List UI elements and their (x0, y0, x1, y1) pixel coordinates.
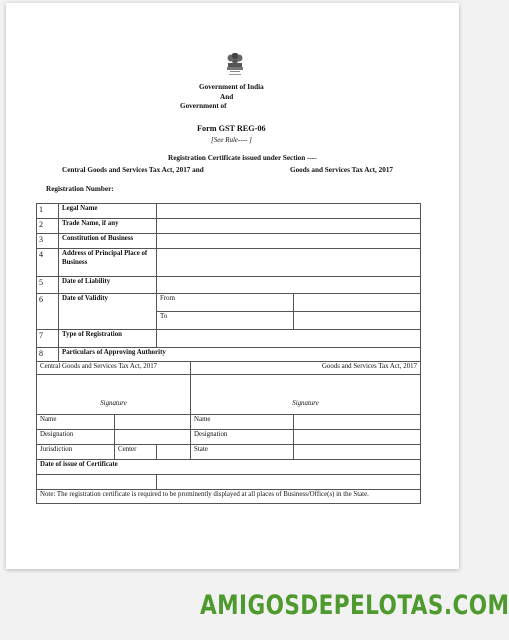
national-emblem-icon (224, 51, 246, 81)
central-designation-label: Designation (37, 430, 115, 445)
validity-from-value (294, 294, 421, 312)
value-address (157, 249, 421, 277)
header-govt-state: Government of (180, 102, 227, 110)
state-label: State (191, 445, 294, 460)
header-govt-india: Government of India (199, 83, 264, 91)
table-row (37, 219, 421, 234)
state-act-heading: Goods and Services Tax Act, 2017 (191, 362, 421, 375)
row-number: 6 (37, 294, 59, 330)
table-row (37, 249, 421, 277)
row-label-address: Address of Principal Place of Business (59, 249, 157, 277)
cert-line: Registration Certificate issued under Section ---- (168, 154, 317, 162)
table-row (37, 277, 421, 294)
central-signature: Signature (37, 375, 191, 415)
central-name-label: Name (37, 415, 115, 430)
row-number: 2 (37, 219, 59, 234)
state-name-label: Name (191, 415, 294, 430)
table-row (37, 294, 421, 312)
row-number: 5 (37, 277, 59, 294)
table-row (37, 330, 421, 348)
date-issue-value-left (37, 475, 157, 490)
table-row (37, 415, 421, 430)
date-issue-value-right (157, 475, 421, 490)
registration-number-label: Registration Number: (46, 185, 114, 193)
center-value (157, 445, 191, 460)
central-designation-value (115, 430, 191, 445)
table-row (37, 490, 421, 504)
table-row (37, 460, 421, 475)
central-act-heading: Central Goods and Services Tax Act, 2017 (37, 362, 191, 375)
row-label-approving-authority: Particulars of Approving Authority (59, 348, 421, 362)
validity-to-label: To (157, 312, 294, 330)
validity-from-label: From (157, 294, 294, 312)
row-number: 8 (37, 348, 59, 362)
value-trade-name (157, 219, 421, 234)
value-legal-name (157, 204, 421, 219)
row-number: 7 (37, 330, 59, 348)
row-number: 1 (37, 204, 59, 219)
display-note: Note: The registration certificate is required to be prominently displayed at all places of Business/Office(s) in the State. (37, 490, 421, 504)
value-constitution (157, 234, 421, 249)
table-row (37, 362, 421, 375)
row-label-constitution: Constitution of Business (59, 234, 157, 249)
table-row (37, 348, 421, 362)
state-designation-label: Designation (191, 430, 294, 445)
table-row (37, 204, 421, 219)
state-designation-value (294, 430, 421, 445)
central-name-value (115, 415, 191, 430)
value-date-liability (157, 277, 421, 294)
table-row (37, 445, 421, 460)
validity-to-value (294, 312, 421, 330)
form-title: Form GST REG-06 (197, 124, 266, 133)
center-label: Center (115, 445, 157, 460)
sgst-line: Goods and Services Tax Act, 2017 (290, 166, 394, 174)
value-type-registration (157, 330, 421, 348)
table-row (37, 375, 421, 415)
table-row (37, 234, 421, 249)
row-label-type-registration: Type of Registration (59, 330, 157, 348)
see-rule: [See Rule---- ] (211, 136, 252, 144)
row-label-date-validity: Date of Validity (59, 294, 157, 330)
state-name-value (294, 415, 421, 430)
row-label-date-liability: Date of Liability (59, 277, 157, 294)
table-row (37, 430, 421, 445)
date-issue-label: Date of issue of Certificate (37, 460, 421, 475)
row-label-legal-name: Legal Name (59, 204, 157, 219)
state-signature: Signature (191, 375, 421, 415)
jurisdiction-label: Jurisdiction (37, 445, 115, 460)
row-number: 4 (37, 249, 59, 277)
row-number: 3 (37, 234, 59, 249)
cgst-line: Central Goods and Services Tax Act, 2017 and (62, 166, 204, 174)
state-value (294, 445, 421, 460)
brand-watermark: AMIGOSDEPELOTAS.COM (200, 590, 509, 621)
header-and: And (220, 93, 234, 101)
table-row (37, 475, 421, 490)
registration-table (36, 203, 421, 504)
row-label-trade-name: Trade Name, if any (59, 219, 157, 234)
